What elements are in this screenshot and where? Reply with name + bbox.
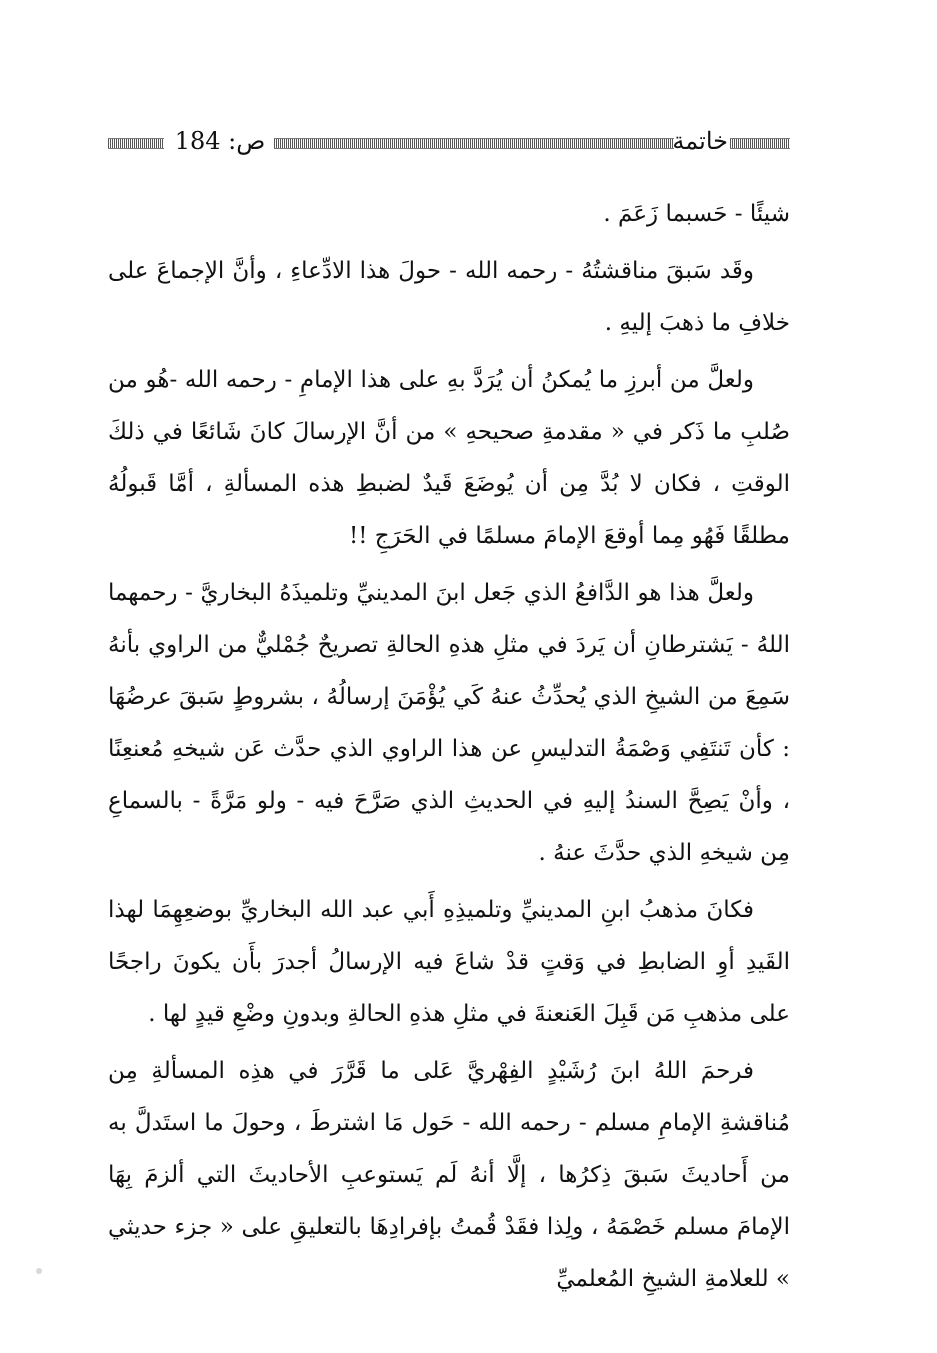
page-header xyxy=(108,122,790,162)
page-body xyxy=(108,188,790,1310)
paragraph: ولعلَّ هذا هو الدَّافعُ الذي جَعل ابنَ المدينيِّ وتلميذَهُ البخاريَّ - رحمهما اللهُ - يَشترطانِ أن يَردَ في مثلِ هذهِ الحالةِ تصريحٌ جُمْليٌّ من الراوي بأنهُ سَمِعَ من الشيخِ الذي يُحدِّثُ عنهُ كَي يُؤْمَنَ إرسالُهُ ، بشروطٍ سَبقَ عرضُهَا : كأن تَنتَفِي وَصْمَةُ التدليسِ عن هذا الراوي الذي حدَّث عَن شيخهِ مُعنعِنًا ، وأنْ يَصِحَّ السندُ إليهِ في الحديثِ الذي صَرَّحَ فيه - ولو مَرَّةً - بالسماعِ مِن شيخهِ الذي حدَّثَ عنهُ . xyxy=(108,580,790,866)
paragraph: فكانَ مذهبُ ابنِ المدينيِّ وتلميذِهِ أَبي عبد الله البخاريِّ بوضعِهِمَا لهذا القَيدِ أوِ الضابطِ في وَقتٍ قدْ شاعَ فيه الإرسالُ أجدرَ بأَن يكونَ راجحًا على مذهبِ مَن قَبِلَ العَنعنةَ في مثلِ هذهِ الحالةِ وبدونِ وضْعِ قيدٍ لها . xyxy=(108,897,790,1027)
header-rule-left xyxy=(108,138,164,149)
paragraph: ولعلَّ من أبرزِ ما يُمكنُ أن يُرَدَّ بهِ على هذا الإمامِ - رحمه الله -هُو من صُلبِ ما ذَكر في « مقدمةِ صحيحهِ » من أنَّ الإرسالَ كانَ شَائعًا في ذلكَ الوقتِ ، فكان لا بُدَّ مِن أن يُوضَعَ قَيدٌ لضبطِ هذه المسألةِ ، أمَّا قَبولُهُ مطلقًا فَهُو مِما أوقعَ الإمامَ مسلمًا في الحَرَجِ !! xyxy=(108,367,790,549)
chapter-title: خاتمة xyxy=(672,127,728,155)
page-number: ص: 184 xyxy=(174,127,266,155)
paragraph: فرحمَ اللهُ ابنَ رُشَيْدٍ الفِهْريَّ عَلى ما قَرَّرَ في هذِه المسألةِ مِن مُناقشةِ الإمامِ مسلم - رحمه الله - حَول مَا اشترطَ ، وحولَ ما استَدلَّ به من أَحاديثَ سَبقَ ذِكرُها ، إلَّا أنهُ لَم يَستوعبِ الأحاديثَ التي ألزمَ بِهَا الإمامَ مسلم خَصْمَهُ ، ولِذا فقَدْ قُمتُ بإفرادِهَا بالتعليقِ على « جزء حديثي » للعلامةِ الشيخِ المُعلميِّ xyxy=(108,1058,790,1292)
header-rule-middle xyxy=(274,138,674,149)
scan-speck xyxy=(36,1268,42,1274)
paragraph: وقَد سَبقَ مناقشتُهُ - رحمه الله - حولَ هذا الادِّعاءِ ، وأنَّ الإجماعَ على خلافِ ما ذهبَ إليهِ . xyxy=(108,258,790,336)
header-rule-right xyxy=(730,138,790,149)
paragraph-continuation: شيئًا - حَسبما زَعَمَ . xyxy=(603,201,790,227)
